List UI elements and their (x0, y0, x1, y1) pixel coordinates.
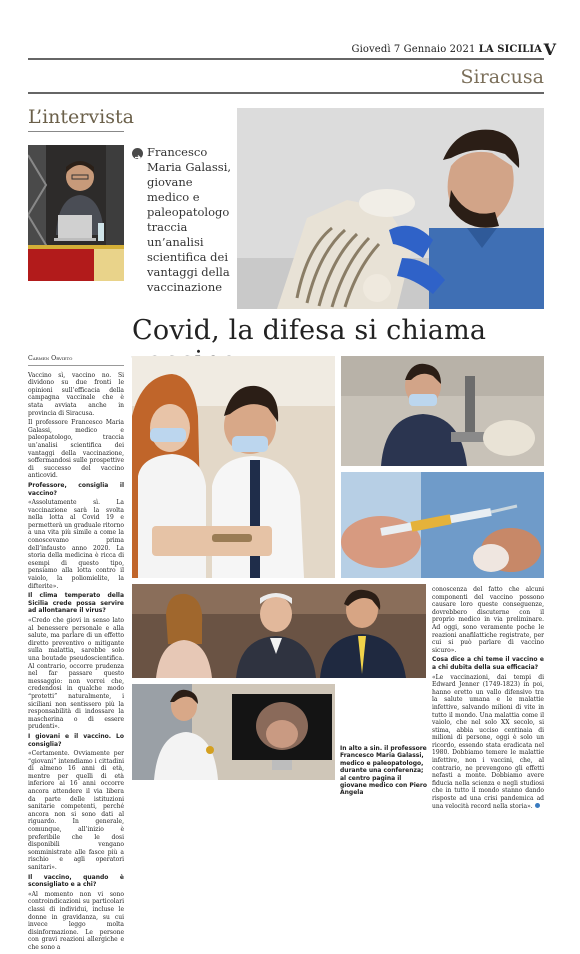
answer: «Certamente. Ovviamente per “giovani” intendiamo i cittadini di almeno 16 anni di età, mentre per quelli di età inferiore ai 16 anni occorre ancora attendere il via libera da parte delle istituzioni sanitarie competenti, perché ancora non si sono dati al riguardo. In generale, comunque, all’inizio è preferibile che le dosi disponibili vengano somministrate alle fasce più a rischio e agli operatori sanitari». (28, 750, 124, 871)
question: Professore, consiglia il vaccino? (28, 481, 124, 497)
header-date: Giovedì 7 Gennaio 2021 LA SICILIA (351, 44, 542, 55)
group-photo (132, 584, 426, 678)
section-title: Siracusa (460, 66, 544, 88)
kicker: L’intervista (28, 106, 134, 128)
question: Cosa dice a chi teme il vaccino e a chi dubita della sua efficacia? (432, 656, 544, 671)
question: I giovani e il vaccino. Lo consiglia? (28, 732, 124, 748)
syringe-photo (341, 472, 544, 578)
microscope-photo (341, 356, 544, 466)
answer: «Assolutamente sì. La vaccinazione sarà la svolta nella lotta al Covid 19 e permetterà un graduale ritorno a una vita più simile a come la conoscevamo prima dell’infausto anno 2020. La storia della medicina è ricca di esempi di questo tipo, pensiamo alla lotta contro il vaiolo, la poliomielite, la difterite». (28, 499, 124, 590)
page-letter: V (543, 40, 556, 59)
kicker-rule (28, 131, 124, 132)
headline: Covid, la difesa si chiama (132, 315, 487, 346)
skeleton-photo (237, 108, 544, 309)
article-column-right (432, 586, 544, 812)
conference-photo (28, 145, 124, 281)
answer: «Le vaccinazioni, dai tempi di Edward Jenner (1749-1823) in poi, hanno eretto un vallo difensivo tra la salute umana e le malattie infettive, salvando milioni di vite in tutto il mondo. Una malattia come il vaiolo, che nel solo XX secolo, si stima, abbia ucciso centinaia di milioni di persone, oggi è solo un ricordo, essendo stata eradicata nel 1980. Dobbiamo temere le malattie infettive, non i vaccini, che, al contrario, ne prevengono gli effetti nefasti a monte. Dobbiamo avere fiducia nella scienza e negli studiosi che in tutto il mondo stanno dando risposte ad una crisi pandemica ad una velocità record nella storia». (432, 673, 544, 810)
arrow-icon (132, 148, 143, 159)
paragraph: Vaccino sì, vaccino no. Si dividono su due fronti le opinioni sull’efficacia della campagna vaccinale che è stata avviata anche in provincia di Siracusa. (28, 371, 124, 417)
answer: «Credo che giovi in senso lato al benessere personale e alla salute, ma parlare di un effetto diretto preventivo o mitigante sulla malattia, sarebbe solo una boutade pseudoscientifica. Al contrario, occorre prudenza nel far passare questo messaggio: non vorrei che, credendosi in qualche modo “protetti” naturalmente, i siciliani non sentissero più la responsabilità di indossare la mascherina o di essere prudenti». (28, 617, 124, 731)
photo-caption: In alto a sin. il professore Francesco Maria Galassi, medico e paleopatologo, durante una conferenza; al centro pagina il giovane medico con Piero Angela (340, 745, 427, 797)
ct-scan-photo (132, 684, 335, 780)
paragraph: Il professore Francesco Maria Galassi, medico e paleopatologo, traccia un’analisi scientifica dei vantaggi della vaccinazione, soffermandosi sulle prospettive di successo del vaccino anticovid. (28, 419, 124, 480)
answer: conoscenza del fatto che alcuni componenti del vaccino possono causare loro queste conseguenze, dovrebbero discuterne con il proprio medico in via preliminare. Ad oggi, sono veramente poche le reazioni anafilattiche registrate, per cui si può parlare di vaccino sicuro». (432, 586, 544, 654)
question: Il vaccino, quando è sconsigliato e a chi? (28, 873, 124, 889)
lab-photo (132, 356, 335, 578)
lead-text: Francesco Maria Galassi, giovane medico e paleopatologo traccia un’analisi scientifica dei vantaggi della vaccinazione (147, 145, 232, 294)
article-column-1 (28, 355, 124, 954)
end-mark-icon (535, 803, 540, 808)
section-rule (28, 92, 544, 94)
header-rule (28, 58, 544, 60)
question: Il clima temperato della Sicilia crede possa servire ad allontanare il virus? (28, 592, 124, 615)
answer: «Al momento non vi sono controindicazioni su particolari classi di individui, incluse le donne in gravidanza, su cui invece leggo molta disinformazione. Le persone con gravi reazioni allergiche e che sono a (28, 890, 124, 951)
byline: Carmen Orvieto (28, 355, 124, 366)
